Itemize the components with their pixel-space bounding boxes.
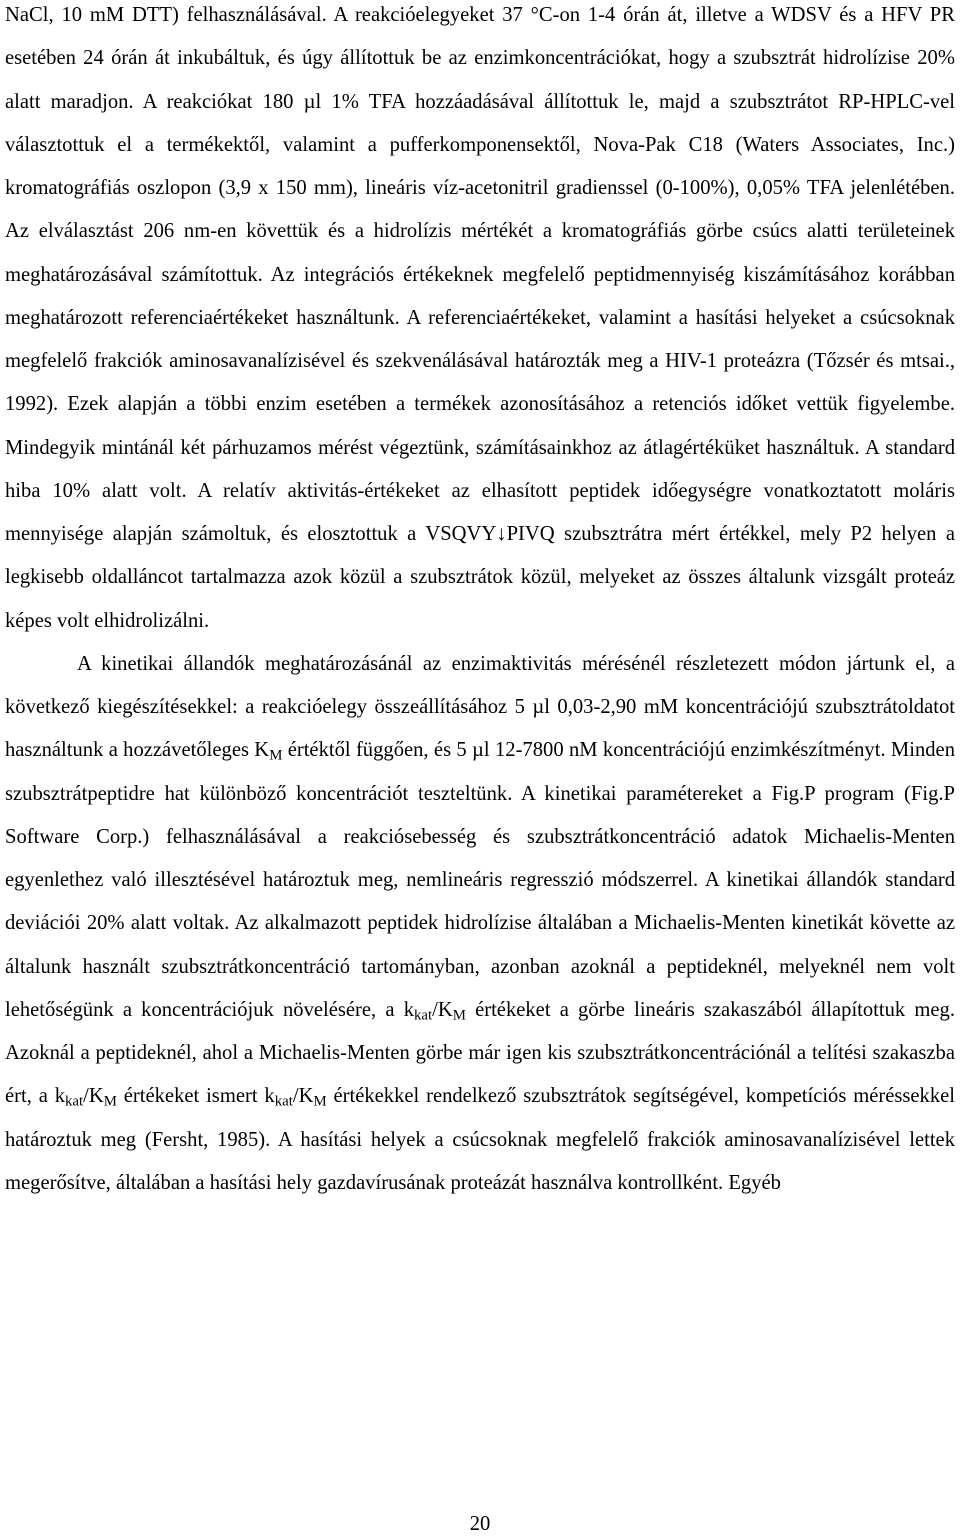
subscript-text: M <box>269 747 283 764</box>
subscript-text: M <box>313 1093 327 1110</box>
text-run: értékekkel rendelkező szubsztrátok segítségével, kompetíciós méréssekkel határoztuk meg (Fersht, 1985). A hasítási helyek a csúcsoknak megfelelő frakciók aminosavanalízisével lettek megerősítve, általában a hasítási hely gazdavírusának proteázát használva kontrollként. Egyéb <box>5 1085 955 1194</box>
text-run: /K <box>292 1085 314 1108</box>
text-run: /K <box>432 998 453 1021</box>
subscript-text: kat <box>274 1093 293 1110</box>
text-run: értékeket a görbe lineáris szakaszából állapítottuk meg. Azoknál a peptideknél, ahol a Michaelis-Menten görbe már igen kis szubsztrátkoncentrációnál a telítési szakaszba ért, a k <box>5 998 956 1108</box>
paragraph-1 <box>5 0 955 643</box>
body-text <box>5 0 955 1205</box>
subscript-text: M <box>452 1007 466 1024</box>
text-run: értékeket ismert k <box>116 1085 275 1108</box>
page-number: 20 <box>469 1513 491 1535</box>
text-run: A kinetikai állandók meghatározásánál az enzimaktivitás mérésénél részletezett módon jártunk el, a következő kiegészítésekkel: a reakcióelegy összeállításához 5 µl 0,03-2,90 mM koncentrációjú szubsztrátoldatot használtunk a hozzávetőleges K <box>5 652 955 762</box>
text-run: értéktől függően, és 5 µl 12-7800 nM koncentrációjú enzimkészítményt. Minden szubsztrátpeptidre hat különböző koncentrációt teszteltünk. A kinetikai paramétereket a Fig.P program (Fig.P Software Corp.) felhasználásával a reakciósebesség és szubsztrátkoncentráció adatok Michaelis-Menten egyenlethez való illesztésével határoztuk meg, nemlineáris regresszió módszerrel. A kinetikai állandók standard deviációi 20% alatt voltak. Az alkalmazott peptidek hidrolízise általában a Michaelis-Menten kinetikát követte az általunk használt szubsztrátkoncentráció tartományban, azonban azoknál a peptideknél, melyeknél nem volt lehetőségünk a koncentrációjuk növelésére, a k <box>5 739 955 1021</box>
text-run: /K <box>83 1085 104 1108</box>
subscript-text: kat <box>414 1007 433 1024</box>
text-run: NaCl, 10 mM DTT) felhasználásával. A reakcióelegyeket 37 °C-on 1-4 órán át, illetve a WDSV és a HFV PR esetében 24 órán át inkubáltuk, és úgy állítottuk be az enzimkoncentrációkat, hogy a szubsztrát hidrolízise 20% alatt maradjon. A reakciókat 180 µl 1% TFA hozzáadásával állítottuk le, majd a szubsztrátot RP-HPLC-vel választottuk el a termékektől, valamint a pufferkomponensektől, Nova-Pak C18 (Waters Associates, Inc.) kromatográfiás oszlopon (3,9 x 150 mm), lineáris víz-acetonitril gradienssel (0-100%), 0,05% TFA jelenlétében. Az elválasztást 206 nm-en követtük és a hidrolízis mértékét a kromatográfiás görbe csúcs alatti területeinek meghatározásával számítottuk. Az integrációs értékeknek megfelelő peptidmennyiség kiszámításához korábban meghatározott referenciaértékeket használtunk. A referenciaértékeket, valamint a hasítási helyeket a csúcsoknak megfelelő frakciók aminosavanalízisével és szekvenálásával határozták meg a HIV-1 proteázra (Tőzsér és mtsai., 1992). Ezek alapján a többi enzim esetében a termékek azonosításához a retenciós időket vettük figyelembe. Mindegyik mintánál két párhuzamos mérést végeztünk, számításainkhoz az átlagértéküket használtuk. A standard hiba 10% alatt volt. A relatív aktivitás-értékeket az elhasított peptidek időegységre vonatkoztatott moláris mennyisége alapján számoltuk, és elosztottuk a VSQVY <box>5 4 955 545</box>
subscript-text: M <box>103 1093 117 1110</box>
paragraph-2 <box>5 643 955 1205</box>
cleavage-arrow-icon: ↓ <box>496 523 507 545</box>
subscript-text: kat <box>65 1093 84 1110</box>
document-page <box>5 0 955 1205</box>
text-run: PIVQ szubsztrátra mért értékkel, mely P2 helyen a legkisebb oldalláncot tartalmazza azok közül a szubsztrátok közül, melyeket az összes általunk vizsgált proteáz képes volt elhidrolizálni. <box>5 523 955 632</box>
